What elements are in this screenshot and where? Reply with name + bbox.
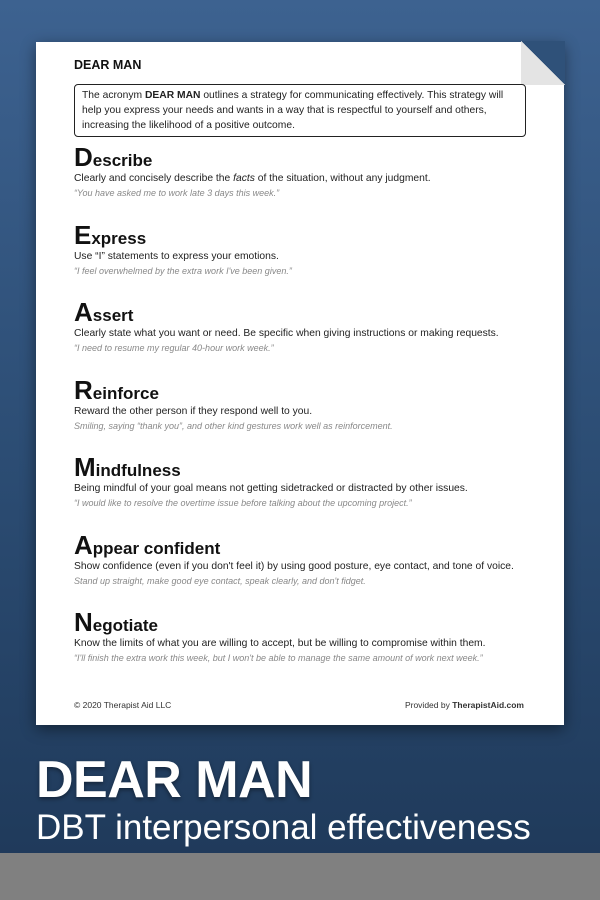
section-appear-confident	[74, 529, 544, 588]
description-emphasis: facts	[233, 173, 255, 184]
section-initial: N	[74, 607, 93, 637]
provided-by-site: TherapistAid.com	[452, 700, 524, 710]
section-description	[74, 172, 544, 186]
section-heading	[74, 607, 544, 637]
section-mindfulness	[74, 452, 544, 510]
section-description	[74, 637, 544, 651]
description-text-rest: of the situation, without any judgment.	[254, 173, 431, 184]
intro-text: The acronym	[82, 90, 145, 101]
page-fold-corner	[521, 41, 565, 85]
section-heading-rest: indfulness	[95, 461, 181, 480]
section-example: Stand up straight, make good eye contact, speak clearly, and don't fidget.	[74, 575, 366, 586]
copyright: © 2020 Therapist Aid LLC	[74, 700, 172, 710]
provided-by-prefix: Provided by	[404, 700, 453, 710]
description-text: Know the limits of what you are willing to accept, but be willing to compromise within them.	[74, 638, 486, 649]
section-example: “I'll finish the extra work this week, but I won't be able to manage the same amount of work next week.”	[74, 653, 483, 663]
section-example: “You have asked me to work late 3 days this week.”	[74, 188, 280, 198]
description-text: Show confidence (even if you don't feel it) by using good posture, eye contact, and tone of voice.	[74, 560, 514, 572]
section-heading	[74, 374, 544, 405]
section-heading	[74, 529, 544, 560]
description-text: Clearly and concisely describe the	[74, 173, 234, 184]
section-negotiate	[74, 607, 544, 665]
section-describe	[74, 142, 544, 200]
section-heading	[74, 142, 544, 172]
section-express	[74, 219, 544, 278]
section-example: “I need to resume my regular 40-hour work week.”	[74, 343, 274, 353]
section-heading-rest: ssert	[92, 306, 134, 325]
description-text: Being mindful of your goal means not getting sidetracked or distracted by other issues.	[74, 483, 468, 494]
section-initial: A	[74, 529, 93, 560]
banner-title: DEAR MAN	[36, 751, 313, 809]
section-heading-rest: escribe	[92, 151, 153, 170]
section-heading	[74, 297, 544, 327]
section-initial: A	[74, 297, 93, 327]
section-heading-rest: ppear confident	[92, 538, 221, 558]
intro-bold: DEAR MAN	[144, 90, 201, 101]
section-description	[74, 250, 544, 264]
section-description	[74, 405, 544, 419]
intro-box	[74, 84, 526, 137]
section-heading-rest: einforce	[92, 383, 159, 403]
section-description	[74, 482, 544, 496]
section-description	[74, 560, 544, 574]
section-initial: D	[74, 142, 93, 172]
section-initial: R	[74, 374, 93, 405]
description-text: Clearly state what you want or need. Be specific when giving instructions or making requests.	[74, 328, 499, 339]
section-description	[74, 327, 544, 341]
section-heading	[74, 219, 544, 250]
worksheet-title: DEAR MAN	[74, 58, 142, 72]
section-assert	[74, 297, 544, 355]
worksheet-page	[36, 42, 564, 725]
description-text: Reward the other person if they respond well to you.	[74, 405, 313, 417]
description-text: Use “I” statements to express your emotions.	[74, 250, 279, 262]
bottom-gray-band	[0, 853, 600, 900]
provided-by	[405, 700, 524, 710]
intro-text-rest: outlines a strategy for communicating effectively. This strategy will help you express your needs and wants in a way that is respectful to yourself and others, increasing the likelihood of a positive outcome.	[82, 90, 504, 131]
section-reinforce	[74, 374, 544, 433]
section-heading-rest: xpress	[91, 228, 147, 248]
section-initial: E	[74, 219, 92, 250]
section-example: “I would like to resolve the overtime issue before talking about the upcoming project.”	[74, 498, 412, 508]
section-example: Smiling, saying “thank you”, and other kind gestures work well as reinforcement.	[74, 420, 393, 431]
section-heading-rest: egotiate	[92, 616, 158, 635]
section-initial: M	[74, 452, 96, 482]
section-example: “I feel overwhelmed by the extra work I've been given.”	[74, 265, 292, 276]
banner-subtitle: DBT interpersonal effectiveness	[36, 808, 531, 847]
section-heading	[74, 452, 544, 482]
